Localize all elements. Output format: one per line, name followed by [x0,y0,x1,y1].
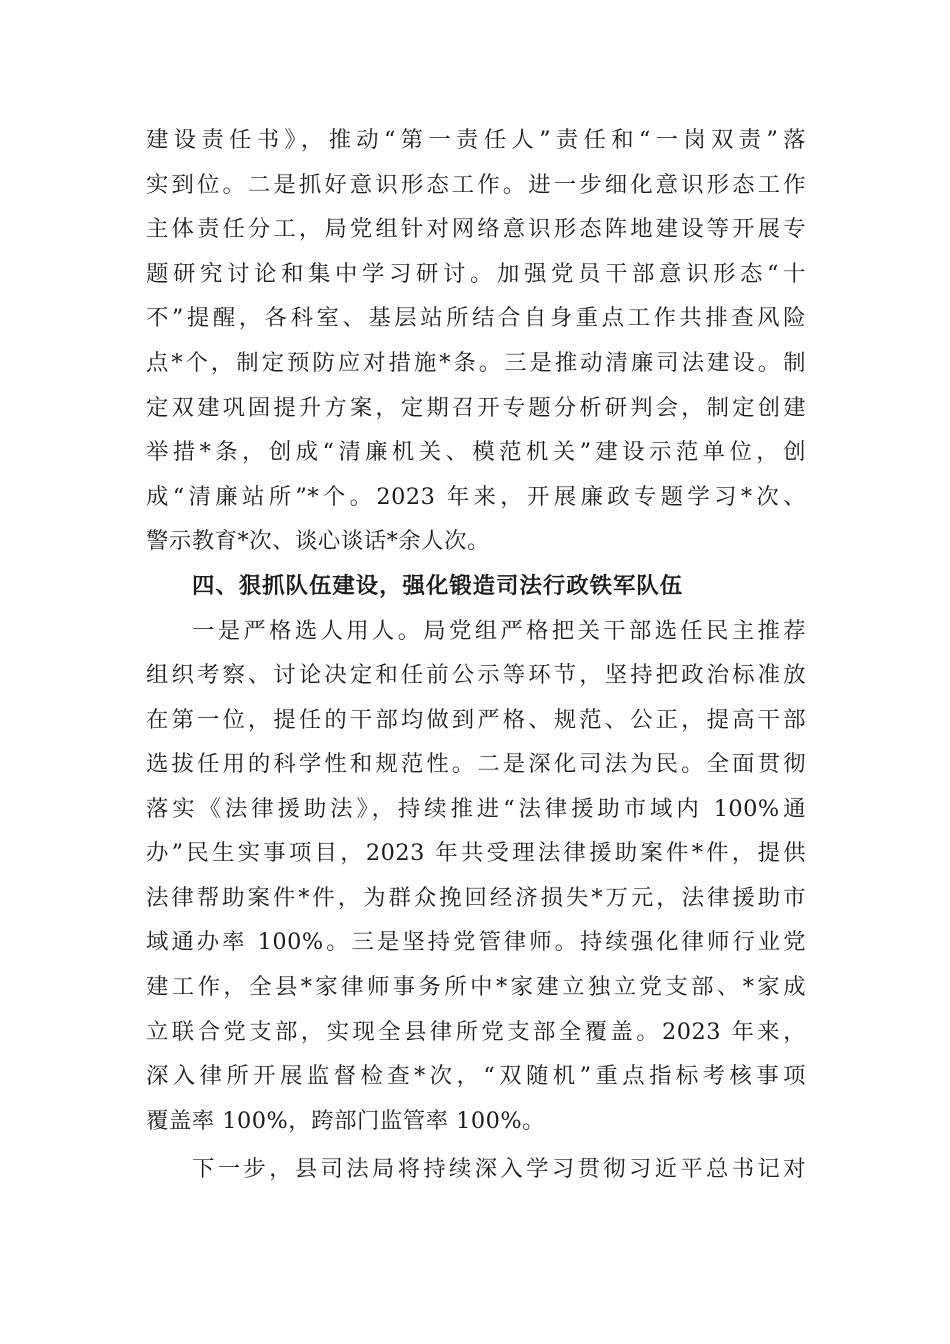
body-text-line: 举措*条，创成“清廉机关、模范机关”建设示范单位，创 [146,439,806,465]
body-text-line: 成“清廉站所”*个。2023 年来，开展廉政专题学习*次、 [146,484,806,510]
body-text-line: 落实《法律援助法》，持续推进“法律援助市域内 100%通 [146,796,806,822]
body-text-line: 办”民生实事项目，2023 年共受理法律援助案件*件，提供 [146,840,806,866]
body-text-line: 建设责任书》，推动“第一责任人”责任和“一岗双责”落 [146,127,806,153]
body-text-line: 实到位。二是抓好意识形态工作。进一步细化意识形态工作 [146,172,806,198]
body-text-line: 点*个，制定预防应对措施*条。三是推动清廉司法建设。制 [146,350,806,376]
body-text-line: 建工作，全县*家律师事务所中*家建立独立党支部、*家成 [146,974,806,1000]
body-text-line: 一是严格选人用人。局党组严格把关干部选任民主推荐 [192,618,806,644]
body-text-line: 主体责任分工，局党组针对网络意识形态阵地建设等开展专 [146,216,806,242]
body-text-line: 不”提醒，各科室、基层站所结合自身重点工作共排查风险 [146,305,806,331]
body-text-line: 题研究讨论和集中学习研讨。加强党员干部意识形态“十 [146,261,806,287]
body-text-line: 在第一位，提任的干部均做到严格、规范、公正，提高干部 [146,707,806,733]
section-heading: 四、狠抓队伍建设，强化锻造司法行政铁军队伍 [192,573,684,599]
body-text-line: 覆盖率 100%，跨部门监管率 100%。 [146,1108,546,1134]
body-text-line: 选拔任用的科学性和规范性。二是深化司法为民。全面贯彻 [146,751,806,777]
body-text-line: 定双建巩固提升方案，定期召开专题分析研判会，制定创建 [146,395,806,421]
body-text-line: 域通办率 100%。三是坚持党管律师。持续强化律师行业党 [146,929,806,955]
body-text-line: 深入律所开展监督检查*次，“双随机”重点指标考核事项 [146,1063,806,1089]
body-text-line: 立联合党支部，实现全县律所党支部全覆盖。2023 年来， [146,1019,806,1045]
body-text-line: 组织考察、讨论决定和任前公示等环节，坚持把政治标准放 [146,662,806,688]
body-text-line: 下一步，县司法局将持续深入学习贯彻习近平总书记对 [192,1156,806,1182]
body-text-line: 警示教育*次、谈心谈话*余人次。 [146,528,490,554]
body-text-line: 法律帮助案件*件，为群众挽回经济损失*万元，法律援助市 [146,885,806,911]
